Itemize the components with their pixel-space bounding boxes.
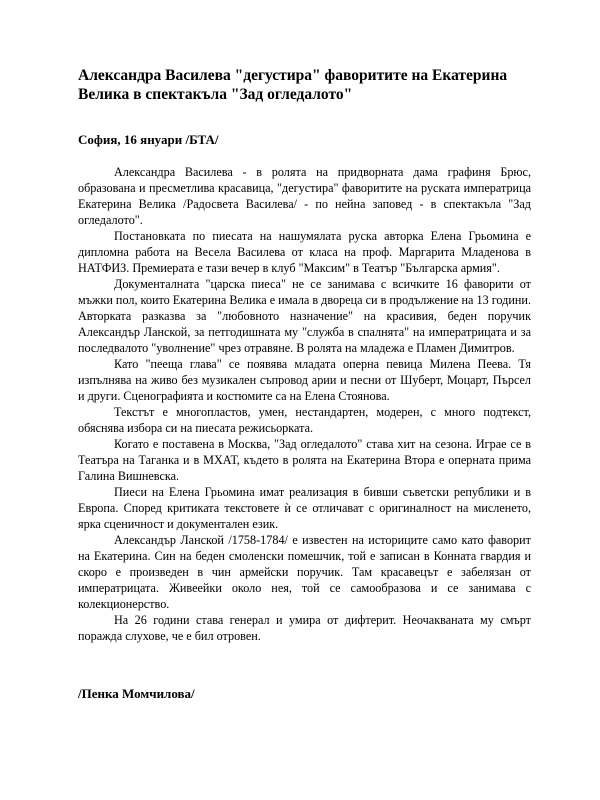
paragraph: Пиеси на Елена Грьомина имат реализация в бивши съветски републики и в Европа. Според критиката текстовете ѝ се отличават с оригиналност на мисленето, ярка сценичност и документален език.	[78, 485, 531, 531]
paragraph: Документалната "царска пиеса" не се занимава с всичките 16 фаворити от мъжки пол, които Екатерина Велика е имала в двореца си в продължение на 13 години. Авторката разказва за "любовното назначение" на красивия, беден поручик Александър Ланской, за петгодишната му "служба в спалнята" на императрицата и за последвалото "уволнение" чрез отравяне. В ролята на младежа е Пламен Димитров.	[78, 277, 531, 355]
article-body	[78, 164, 531, 644]
dateline: София, 16 януари /БТА/	[78, 132, 219, 147]
paragraph: Текстът е многопластов, умен, нестандартен, модерен, с много подтекст, обяснява избора си на пиесата режисьорката.	[78, 405, 531, 435]
paragraph: Когато е поставена в Москва, "Зад огледалото" става хит на сезона. Играе се в Театъра на Таганка и в МХАТ, където в ролята на Екатерина Втора е оперната прима Галина Вишневска.	[78, 437, 531, 483]
article-title: Александра Василева "дегустира" фаворитите на Екатерина Велика в спектакъла "Зад огледалото"	[78, 67, 508, 103]
paragraph: Постановката по пиесата на нашумялата руска авторка Елена Грьомина е дипломна работа на Весела Василева от класа на проф. Маргарита Младенова в НАТФИЗ. Премиерата е тази вечер в клуб "Максим" в Театър "Българска армия".	[78, 229, 531, 275]
paragraph: Александра Василева - в ролята на придворната дама графиня Брюс, образована и пресметлива красавица, "дегустира" фаворитите на руската императрица Екатерина Велика /Радосвета Василева/ - по нейна заповед - в спектакъла "Зад огледалото".	[78, 165, 531, 227]
paragraph: На 26 години става генерал и умира от дифтерит. Неочакваната му смърт поражда слухове, че е бил отровен.	[78, 613, 531, 643]
paragraph: Като "пееща глава" се появява младата оперна певица Милена Пеева. Тя изпълнява на живо без музикален съпровод арии и песни от Шуберт, Моцарт, Пърсел и други. Сценографията и костюмите са на Елена Стоянова.	[78, 357, 531, 403]
paragraph: Александър Ланской /1758-1784/ е известен на историците само като фаворит на Екатерина. Син на беден смоленски помешчик, той е записан в Конната гвардия и скоро е произведен в чин армейски поручик. Там красавецът е забелязан от императрицата. Живеейки около нея, той се самообразова и се занимава с колекционерство.	[78, 533, 531, 611]
author-signature: /Пенка Момчилова/	[78, 686, 195, 701]
